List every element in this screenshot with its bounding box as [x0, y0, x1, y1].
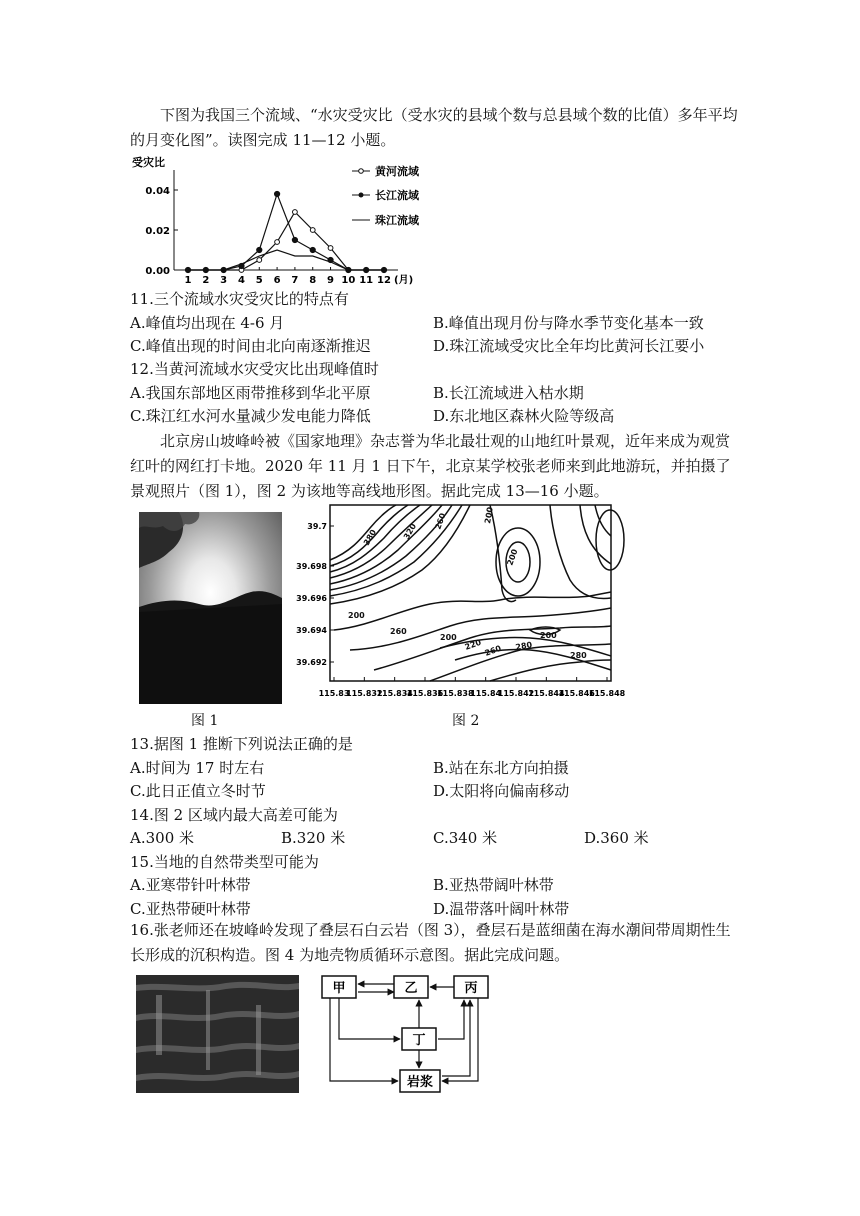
- q13-option-d: D.太阳将向偏南移动: [433, 782, 570, 800]
- intro-paragraph-2: 北京房山坡峰岭被《国家地理》杂志誉为华北最壮观的山地红叶景观，近年来成为观赏红叶的网红打卡地。2020 年 11 月 1 日下午，北京某学校张老师来到此地游玩，并拍摄了景观照片（图 1），图 2 为该地等高线地形图。据此完成 13—16 小题。: [130, 432, 731, 500]
- node-jia: 甲: [332, 981, 346, 996]
- contour-label: 260: [433, 511, 448, 531]
- map-x-tick-label: 115.832: [346, 689, 383, 698]
- q11-option-d: D.珠江流域受灾比全年均比黄河长江要小: [433, 337, 705, 355]
- series-point-1: [274, 191, 279, 196]
- series-point-0: [293, 210, 298, 215]
- q15-option-b: B.亚热带阔叶林带: [433, 876, 554, 894]
- map-x-tick-label: 115.834: [376, 689, 413, 698]
- q12-stem: 12.当黄河流域水灾受灾比出现峰值时: [130, 360, 379, 378]
- map-x-tick-label: 115.844: [528, 689, 565, 698]
- x-tick-label: 6: [273, 275, 281, 286]
- node-magma: 岩浆: [406, 1075, 434, 1090]
- contour-label: 280: [514, 640, 533, 652]
- figure1-sunset-photo: [139, 512, 282, 704]
- contour-label: 200: [505, 547, 520, 567]
- q15-stem: 15.当地的自然带类型可能为: [130, 853, 319, 871]
- chart-xlabel: (月): [394, 275, 414, 286]
- contour-label: 320: [401, 522, 419, 541]
- x-tick-label: 3: [220, 275, 228, 286]
- x-tick-label: 8: [309, 275, 317, 286]
- x-tick-label: 10: [341, 275, 356, 286]
- series-point-0: [328, 246, 333, 251]
- legend-zhujiang: 珠江流域: [375, 214, 419, 227]
- intro-paragraph-1: 下图为我国三个流域、“水灾受灾比（受水灾的县域个数与总县域个数的比值）多年平均的月变化图”。读图完成 11—12 小题。: [130, 106, 738, 149]
- figure2-contour-map: [290, 500, 626, 705]
- map-x-tick-label: 115.846: [558, 689, 595, 698]
- chart-legend: [352, 164, 420, 227]
- contour-label: 200: [540, 631, 557, 640]
- contour-label: 220: [463, 637, 483, 652]
- series-line-2: [188, 250, 384, 270]
- map-x-tick-label: 115.836: [406, 689, 444, 698]
- series-point-0: [275, 240, 280, 245]
- q12-option-d: D.东北地区森林火险等级高: [433, 407, 615, 425]
- x-tick-label: 2: [202, 275, 210, 286]
- q14-option-b: B.320 米: [281, 829, 346, 847]
- series-point-1: [257, 247, 262, 252]
- map-x-tick-label: 115.848: [588, 689, 626, 698]
- map-x-tick-label: 115.84: [470, 689, 502, 698]
- contour-label: 200: [483, 506, 495, 525]
- flood-ratio-chart: [130, 154, 430, 289]
- x-tick-label: 12: [377, 275, 391, 286]
- legend-changjiang: 长江流域: [375, 189, 419, 202]
- series-point-0: [310, 228, 315, 233]
- q13-option-b: B.站在东北方向拍摄: [433, 759, 569, 777]
- figure1-caption: 图 1: [191, 713, 219, 729]
- map-x-tick-label: 115.842: [497, 689, 535, 698]
- chart-ylabel: 受灾比: [132, 156, 165, 169]
- q11-stem: 11.三个流域水灾受灾比的特点有: [130, 290, 349, 308]
- q14-stem: 14.图 2 区域内最大高差可能为: [130, 806, 338, 824]
- q15-option-a: A.亚寒带针叶林带: [130, 876, 251, 894]
- q13-stem: 13.据图 1 推断下列说法正确的是: [130, 735, 353, 753]
- q11-option-c: C.峰值出现的时间由北向南逐渐推迟: [130, 337, 371, 355]
- q13-option-c: C.此日正值立冬时节: [130, 782, 266, 800]
- figure2-caption: 图 2: [452, 713, 480, 729]
- node-bing: 丙: [464, 981, 478, 996]
- series-point-1: [292, 237, 297, 242]
- q12-option-a: A.我国东部地区雨带推移到华北平原: [130, 384, 371, 402]
- x-tick-label: 11: [359, 275, 374, 286]
- figure3-stromatolite-photo: [136, 975, 299, 1093]
- node-yi: 乙: [404, 981, 418, 996]
- x-tick-label: 5: [255, 275, 263, 286]
- map-x-tick-label: 115.83: [318, 689, 350, 698]
- q16-stem: 16.张老师还在坡峰岭发现了叠层石白云岩（图 3），叠层石是蓝细菌在海水潮间带周期性生长形成的沉积构造。图 4 为地壳物质循环示意图。据此完成问题。: [130, 921, 731, 964]
- node-ding: 丁: [412, 1033, 426, 1048]
- x-tick-label: 1: [184, 275, 192, 286]
- map-y-tick-label: 39.696: [296, 594, 327, 603]
- q15-option-d: D.温带落叶阔叶林带: [433, 900, 570, 918]
- contour-label: 260: [483, 643, 503, 658]
- q14-option-a: A.300 米: [130, 829, 194, 847]
- q15-option-c: C.亚热带硬叶林带: [130, 900, 251, 918]
- map-x-tick-label: 115.838: [437, 689, 474, 698]
- x-tick-label: 7: [291, 275, 299, 286]
- q13-option-a: A.时间为 17 时左右: [130, 759, 265, 777]
- q11-option-b: B.峰值出现月份与降水季节变化基本一致: [433, 314, 704, 332]
- series-point-0: [257, 258, 262, 263]
- map-y-tick-label: 39.692: [296, 658, 327, 667]
- contour-label: 280: [570, 651, 587, 660]
- series-line-1: [188, 194, 384, 270]
- contour-label: 260: [390, 627, 407, 636]
- contour-label: 380: [361, 528, 379, 547]
- x-tick-label: 9: [327, 275, 335, 286]
- x-tick-label: 4: [237, 275, 245, 286]
- q12-option-c: C.珠江红水河水量减少发电能力降低: [130, 407, 371, 425]
- contour-label: 200: [440, 633, 457, 642]
- map-y-tick-label: 39.698: [296, 562, 327, 571]
- series-line-0: [188, 212, 384, 270]
- y-tick-label: 0.00: [145, 266, 170, 277]
- q11-option-a: A.峰值均出现在 4-6 月: [130, 314, 285, 332]
- figure4-rock-cycle-diagram: [318, 972, 498, 1097]
- q12-option-b: B.长江流域进入枯水期: [433, 384, 584, 402]
- map-y-tick-label: 39.694: [296, 626, 327, 635]
- map-y-tick-label: 39.7: [307, 522, 327, 531]
- series-point-1: [310, 247, 315, 252]
- y-tick-label: 0.02: [145, 226, 170, 237]
- y-tick-label: 0.04: [145, 186, 170, 197]
- contour-label: 200: [348, 611, 365, 620]
- legend-huanghe: 黄河流域: [375, 165, 419, 178]
- q14-option-d: D.360 米: [584, 829, 649, 847]
- q14-option-c: C.340 米: [433, 829, 498, 847]
